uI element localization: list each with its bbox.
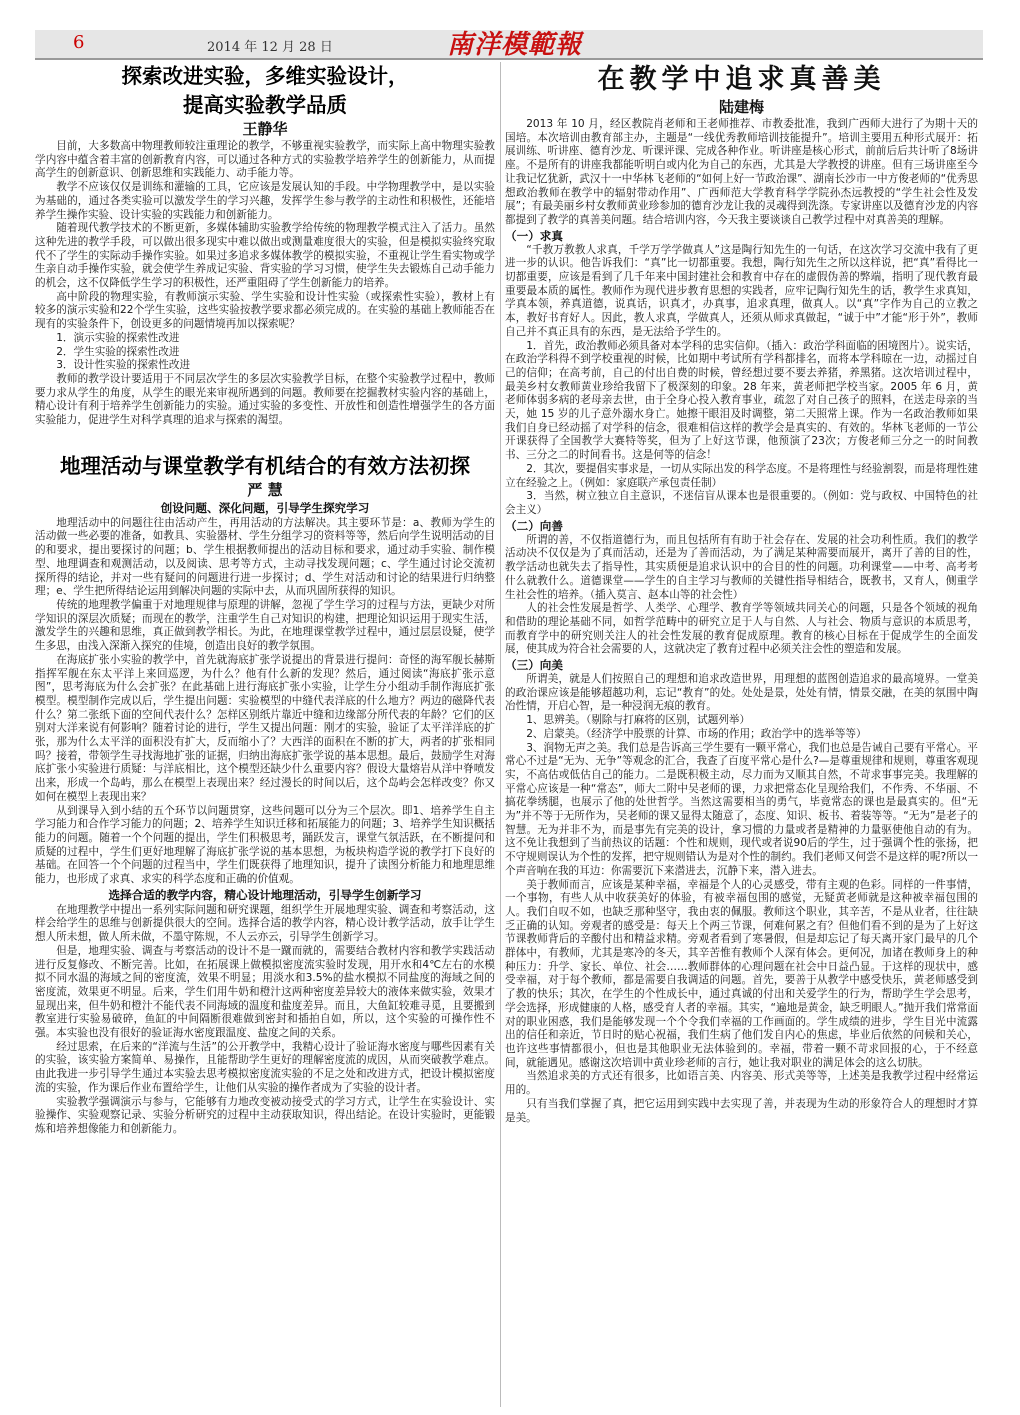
list-item: 2、启蒙美。（经济学中股票的计算、市场的作用；政治学中的选举等等） (526, 727, 867, 740)
list-item: 1．演示实验的探索性改进 (56, 331, 180, 344)
article-author: 严 慧 (247, 480, 283, 499)
paragraph: 教学不应该仅仅是训练和灌输的工具，它应该是发展认知的手段。中学物理教学中，是以实验为基础的，通过各类实验可以激发学生的学习兴趣，发挥学生参与教学的主动性和积极性，还能培养学生操作实验、设计实验的实践能力和创新能力。 (35, 181, 495, 221)
paragraph: 只有当我们掌握了真，把它运用到实践中去实现了善，并表现为生动的形象符合人的理想时才算是美。 (505, 1097, 978, 1124)
paragraph: 所谓的善，不仅指道德行为，而且包括所有有助于社会存在、发展的社会功利性质。我们的教学活动决不仅仅是为了真而活动，还是为了善而活动，为了满足某种需要而展开，离开了善的目的性，教学活动也就失去了指导性，其实质便是追求认识中的合目的性的问题。功利课堂——中考、高考考什么就教什么。道德课堂——学生的自主学习与教师的关键性指导相结合，既教书，又育人，侧重学生社会性的培养。（插入莫言、赵本山等的社会性） (505, 533, 978, 601)
paragraph: 2．其次，要提倡实事求是，一切从实际出发的科学态度。不是将理性与经验割裂，而是将理性建立在经验之上。（例如：家庭联产承包责任制） (505, 462, 978, 489)
paragraph: 1．首先，政治教师必须具备对本学科的忠实信仰。（插入：政治学科面临的困境图片）。说实话，在政治学科得不到学校重视的时候，比如期中考试所有学科都排名，而将本学科晾在一边，动摇过自己的信仰；在高考前，自己的付出自费的时候，曾经想过要不要去养猪，养黑猪。这次培训过程中，最美乡村女教师黄业珍给我留下了极深刻的印象。28 年来，黄老师把学校当家。2005 年 6 月，黄老师体弱多病的老母亲去世，由于全身心投入教育事业，疏忽了对自己孩子的照料，在送走母亲的当天，她 15 岁的儿子意外溺水身亡。她擦干眼泪及时调整，第二天照常上课。作为一名政治教师如果我们自身已经动摇了对学科的信念，很难相信这样的教学会是真实的、有效的。华林飞老师的一节公开课获得了全国教学大赛特等奖，但为了上好这节课，他预演了23次；方俊老师三分之一的时间教书、三分之二的时间看书。这是何等的信念！ (505, 339, 978, 462)
paragraph: 当然追求美的方式还有很多，比如语言美、内容美、形式美等等，上述美是我教学过程中经常运用的。 (505, 1070, 978, 1097)
right-column (505, 62, 978, 1407)
paragraph: 从到课导入到小结的五个环节以问题贯穿，这些问题可以分为三个层次。即1、培养学生自主学习能力和合作学习能力的问题；2、培养学生知识迁移和拓展能力的问题；3、培养学生知识概括能力的问题。随着一个个问题的提出，学生们积极思考，踊跃发言，课堂气氛活跃，在不断提问和质疑的过程中，学生们更好地理解了海底扩张学说的基本思想，为板块构造学说的教学打下良好的基础。在回答一个个问题的过程当中，学生们既获得了地理知识，提升了读图分析能力和地理思维能力，也形成了求真、求实的科学态度和正确的价值观。 (35, 804, 495, 886)
page-header (35, 30, 983, 60)
section-heading: （三）向美 (505, 658, 563, 673)
page-number: 6 (73, 32, 85, 53)
issue-date: 2014 年 12 月 28 日 (207, 40, 333, 55)
article-title: 探索改进实验，多维实验设计， 提高实验教学品质 (121, 64, 409, 117)
column-divider (500, 62, 501, 1407)
paragraph: 在地理教学中提出一系列实际问题和研究课题，组织学生开展地理实验、调查和考察活动，这样会给学生的思维与创新提供很大的空间。选择合适的教学内容，精心设计教学活动，放手让学生想人所未想，做人所未做，不墨守陈规，不人云亦云，引导学生创新学习。 (35, 903, 495, 944)
paragraph: 随着现代教学技术的不断更新，多媒体辅助实验教学给传统的物理教学模式注入了活力。虽然这种先进的教学手段，可以做出很多现实中难以做出或测量难度很大的实验，但是模拟实验终究取代不了学生的实际动手操作实验。如果过多追求多媒体教学的模拟实验，不重视让学生看实物或学生亲自动手操作实验，就会使学生养成记实验、背实验的学习习惯，使学生失去锻炼自己动手能力的机会，这不仅降低学生学习的积极性，还严重阻碍了学生创新能力的培养。 (35, 222, 495, 290)
section-heading: 创设问题、深化问题，引导学生探究学习 (160, 500, 370, 515)
paragraph: 实验教学强调演示与参与，它能够有力地改变被动接受式的学习方式，让学生在实验设计、实验操作、实验观察记录、实验分析研究的过程中主动获取知识，得出结论。在设计实验时，更能锻炼和培养想像能力和创新能力。 (35, 1095, 495, 1135)
paragraph: 3．当然，树立独立自主意识，不迷信盲从课本也是很重要的。（例如：党与政权、中国特色的社会主义） (505, 490, 978, 516)
paragraph: “千教万教教人求真，千学万学学做真人”这是陶行知先生的一句话，在这次学习交流中我有了更进一步的认识。他告诉我们：“真”比一切都重要。我想，陶行知先生之所以这样说，把“真”看得比一切都重要，应该是看到了几千年来中国封建社会和教育中存在的虚假伪善的弊端，指明了现代教育最重要最本质的属性。教师作为现代进步教育思想的实践者，应牢记陶行知先生的话，教学生求真知，学真本领，养真道德，说真话，识真才，办真事，追求真理，做真人。以“真”字作为自己的立教之本，教好书育好人。因此，教人求真，学做真人，还须从师求真做起，“诚于中”才能“形于外”，教师自己并不真正具有的东西，是无法给予学生的。 (505, 243, 978, 338)
physics-article (35, 62, 495, 428)
newspaper-masthead: 南洋模範報 (447, 30, 583, 60)
article-title: 地理活动与课堂教学有机结合的有效方法初探 (60, 453, 470, 478)
list-item: 1、思辨美。（剔除与打麻将的区别，试题列举） (526, 714, 751, 727)
paragraph: 高中阶段的物理实验，有教师演示实验、学生实验和设计性实验（或探索性实验），教材上有较多的演示实验和22个学生实验，这些实验按教学要求都必须完成的。在实验的基础上教师能否在现有的实验条件下，创设更多的问题情境再加以探索呢？ (35, 290, 495, 331)
article-title: 在教学中追求真善美 (597, 64, 886, 95)
article-author: 王静华 (242, 120, 288, 138)
paragraph: 教师的教学设计要适用于不同层次学生的多层次实验教学目标，在整个实验教学过程中，教师要力求从学生的角度，从学生的眼光来审视所遇到的问题。教师要在挖掘教材实验内容的基础上，精心设计有利于培养学生创新能力的实验。通过实验的多变性、开放性和创造性增强学生的各方面实验能力，促进学生对科学真理的追求与探索的渴望。 (35, 372, 495, 427)
paragraph: 2013 年 10 月，经区教院肖老师和王老师推荐、市教委批准，我到广西师大进行了为期十天的国培。本次培训由教育部主办，主题是“一线优秀教师培训技能提升”。培训主要用五种形式展开：拓展训练、听讲座、德育沙龙、听课评课、完成各种作业。听讲座是核心形式，前前后后共计听了8场讲座。不是所有的讲座我都能听明白或内化为自己的东西，尤其是大学教授的讲座。但有三场讲座至今让我记忆犹新，武汉十一中华林飞老师的“如何上好一节政治课”、湖南长沙市一中方俊老师的“优秀思想政治教师在教学中的辐射带动作用”、广西师范大学教育科学学院孙杰远教授的“学生社会性及发展”；有最美丽乡村女教师黄业珍参加的德育沙龙让我的灵魂得到洗涤。专家讲座以及德育沙龙的内容都提到了教学的真善美问题。结合培训内容，今天我主要谈谈自己教学过程中对真善美的理解。 (505, 118, 978, 226)
paragraph: 美于教师而言，应该是某种幸福，幸福是个人的心灵感受，带有主观的色彩。同样的一件事情，一个事物，有些人从中收获美好的体验，有被幸福包围的感觉，无疑黄老师就是这种被幸福包围的人。我们自叹不如，也缺乏那种坚守，我由衷的佩服。教师这个职业，其辛苦，不是从业者，往往缺乏正确的认知。旁观者的感受是：每天上个两三节课，何难何累之有？但他们看不到的是为了上好这节课教师背后的辛酸付出和精益求精。旁观者看到了寒暑假，但是却忘记了每天离开家门最早的几个群体中，有教师，尤其是寒冷的冬天，其辛苦惟有教师个人深有体会。更何况，加诸在教师身上的种种压力：升学、家长、单位、社会……教师群体的心理问题在社会中日益凸显。于这样的现状中，感受幸福，对于每个教师，都是需要自我调适的问题。首先，要善于从教学中感受快乐，黄老师感受到了教的快乐；其次，在学生的个性成长中，通过真诚的付出和关爱学生的行为，帮助学生学会思考，学会选择，形成健康的人格，感受育人者的幸福。其实，“遍地是黄金，缺乏明眼人。”抛开我们常常面对的职业困惑，我们是能够发现一个个令我们幸福的工作画面的。学生成绩的进步，学生目光中流露出的信任和亲近，节日时的贴心祝福，我们生病了他们发自内心的焦虑，毕业后依然的问候和关心，也许这些事情都很小，但也是其他职业无法体验到的。幸福，带着一颗不苛求回报的心，于不经意间，就能遇见。感谢这次培训中黄业珍老师的言行，她让我对职业的满足体会的这么切肤。 (505, 878, 978, 1069)
list-item: 2．学生实验的探索性改进 (56, 345, 180, 358)
geography-article (35, 452, 495, 1137)
section-heading: 选择合适的教学内容，精心设计地理活动，引导学生创新学习 (108, 887, 422, 902)
section-heading: （二）向善 (505, 518, 563, 533)
section-heading: （一）求真 (505, 228, 563, 243)
article-author: 陆建梅 (718, 98, 764, 116)
paragraph: 经过思索，在后来的“洋流与生活”的公开教学中，我精心设计了验证海水密度与哪些因素有关的实验，该实验方案简单、易操作，且能帮助学生更好的理解密度流的成因，从而突破教学难点。由此我进一步引导学生通过本实验去思考模拟密度流实验的不足之处和改进方式，把设计模拟密度流的实验，作为课后作业布置给学生，让他们从实验的操作者成为了实验的设计者。 (35, 1040, 495, 1094)
paragraph: 人的社会性发展是哲学、人类学、心理学、教育学等领域共同关心的问题，只是各个领域的视角和借助的理论基础不同，如哲学范畴中的研究立足于人与自然、人与社会、物质与意识的本质思考，而教育学中的研究则关注人的社会性发展的教育促成原理。教育的核心目标在于促成学生的全面发展，使其成为符合社会需要的人，这就决定了教育过程中必须关注会性的塑造和发展。 (505, 602, 978, 656)
paragraph: 3、润物无声之美。我们总是告诉高三学生要有一颗平常心，我们也总是告诫自己要有平常心。平常心不过是“无为、无争”等观念的汇合，我查了百度平常心是什么?—是尊重规律和规则，尊重客观现实，不高估或低估自己的能力。二是既积极主动，尽力而为又顺其自然，不苛求事事完美。我理解的平常心应该是一种“常态”，师大二附中吴老师的课，力求把常态化呈现给我们，不作秀、不华丽、不搞花拳绣腿，也展示了他的处世哲学。当然这需要相当的勇气，毕竟常态的课也是最真实的。但“无为”并不等于无所作为，吴老师的课又显得太随意了，态度、知识、板书、着装等等。“无为”是老子的智慧。无为并非不为，而是事先有完美的设计，拿习惯的力量或者是精神的力量驱使他自动的有为。这不免让我想到了当前热议的话题：个性和规则，现代或者说90后的学生，过于强调个性的张扬，把不守规则误认为个性的发挥，把守规则错认为是对个性的制约。我们老师又何尝不是这样的呢?所以一个声音响在我的耳边：你需要沉下来潜进去，沉静下来，潜入进去。 (505, 741, 978, 877)
paragraph: 目前，大多数高中物理教师较注重理论的教学，不够重视实验教学，而实际上高中物理实验教学内容中蕴含着丰富的创新教育内容，可以通过各种方式的实验教学培养学生的创新能力，从而提高学生的创新意识、创新思维和实践能力、动手能力等。 (35, 140, 495, 180)
paragraph: 但是，地理实验、调查与考察活动的设计不是一蹴而就的，需要结合教材内容和教学实践活动进行反复修改、不断完善。比如，在拓展课上做模拟密度流实验时发现，用开水和4℃左右的水模拟不同水温的海域之间的密度流，效果不明显；用淡水和3.5%的盐水模拟不同盐度的海域之间的密度流，效果更不明显。后来，学生们用牛奶和橙汁这两种密度差异较大的液体来做实验，效果才显现出来，但牛奶和橙汁不能代表不同海域的温度和盐度差异。而且，大鱼缸较难寻觅，且要搬到教室进行实验易破碎，鱼缸的中间隔断很难做到密封和插拍自如，所以，这个实验的可操作性不强。本实验也没有很好的验证海水密度跟温度、盐度之间的关系。 (35, 944, 495, 1040)
paragraph: 地理活动中的问题往往由活动产生，再用活动的方法解决。其主要环节是：a、教师为学生的活动做一些必要的准备，如教具、实验器材、学生分组学习的资料等等，然后向学生说明活动的目的和要求，提出要探讨的问题；b、学生根据教师提出的活动目标和要求，通过动手实验、制作模型、地理调查和观测活动，以及阅读、思考等方式，主动寻找发现问题；c、学生通过讨论交流初探所得的结论，并对一些有疑问的问题进行进一步探讨；d、学生对活动和讨论的结果进行归纳整理；e、学生把所得结论运用到解决问题的实际中去，从而巩固所获得的知识。 (35, 516, 495, 598)
paragraph: 传统的地理教学偏重于对地理规律与原理的讲解，忽视了学生学习的过程与方法，更缺少对所学知识的深层次质疑；而现在的教学，注重学生自己对知识的构建，把理论知识运用于现实生活，激发学生的兴趣和思维，真正做到教学相长。为此，在地理课堂教学过程中，通过层层设疑，使学生多思，由浅入深渐入探究的佳境，创造出良好的教学氛围。 (35, 598, 495, 653)
list-item: 3．设计性实验的探索性改进 (56, 359, 191, 372)
left-column (35, 62, 495, 1407)
paragraph: 在海底扩张小实验的教学中，首先就海底扩张学说提出的背景进行提问：奇怪的海军舰长赫斯指挥军舰在东太平洋上来回巡逻，为什么？他有什么新的发现？然后，通过阅读“海底扩张示意图”，思考海底为什么会扩张？在此基础上进行海底扩张小实验，让学生分小组动手制作海底扩张模型。模型制作完成以后，学生提出问题：实验模型的中缝代表洋底的什么地方？两边的磁降代表什么？第二张纸下面的空间代表什么？怎样区别纸片靠近中缝和边缘部分所代表的年龄？它们的区别对大洋来说有何影响？随着讨论的进行，学生又提出问题：刚才的实验，验证了太平洋洋底的扩张，那为什么太平洋的面积没有扩大，反而缩小了？大西洋的面积在不断的扩大，两者的扩张相同吗？接着，带领学生寻找海地扩张的证据，归纳出海底扩张学说的基本思想。最后，鼓励学生对海底扩张小实验进行质疑：与洋底相比，这个模型还缺少什么重要内容？假设大量熔岩从洋中脊喷发出来，形成一个岛屿，那么在模型上表现出来？经过漫长的时间以后，这个岛屿会怎样改变？你又如何在模型上表现出来？ (35, 653, 495, 803)
paragraph: 所谓美，就是人们按照自己的理想和追求改造世界，用理想的蓝图创造追求的最高境界。一堂美的政治课应该是能够超越功利，忘记“教育”的处。处处是景，处处有情，情景交融，在美的氛围中陶冶性情，开启心智，是一种浸润无痕的教育。 (505, 673, 978, 713)
